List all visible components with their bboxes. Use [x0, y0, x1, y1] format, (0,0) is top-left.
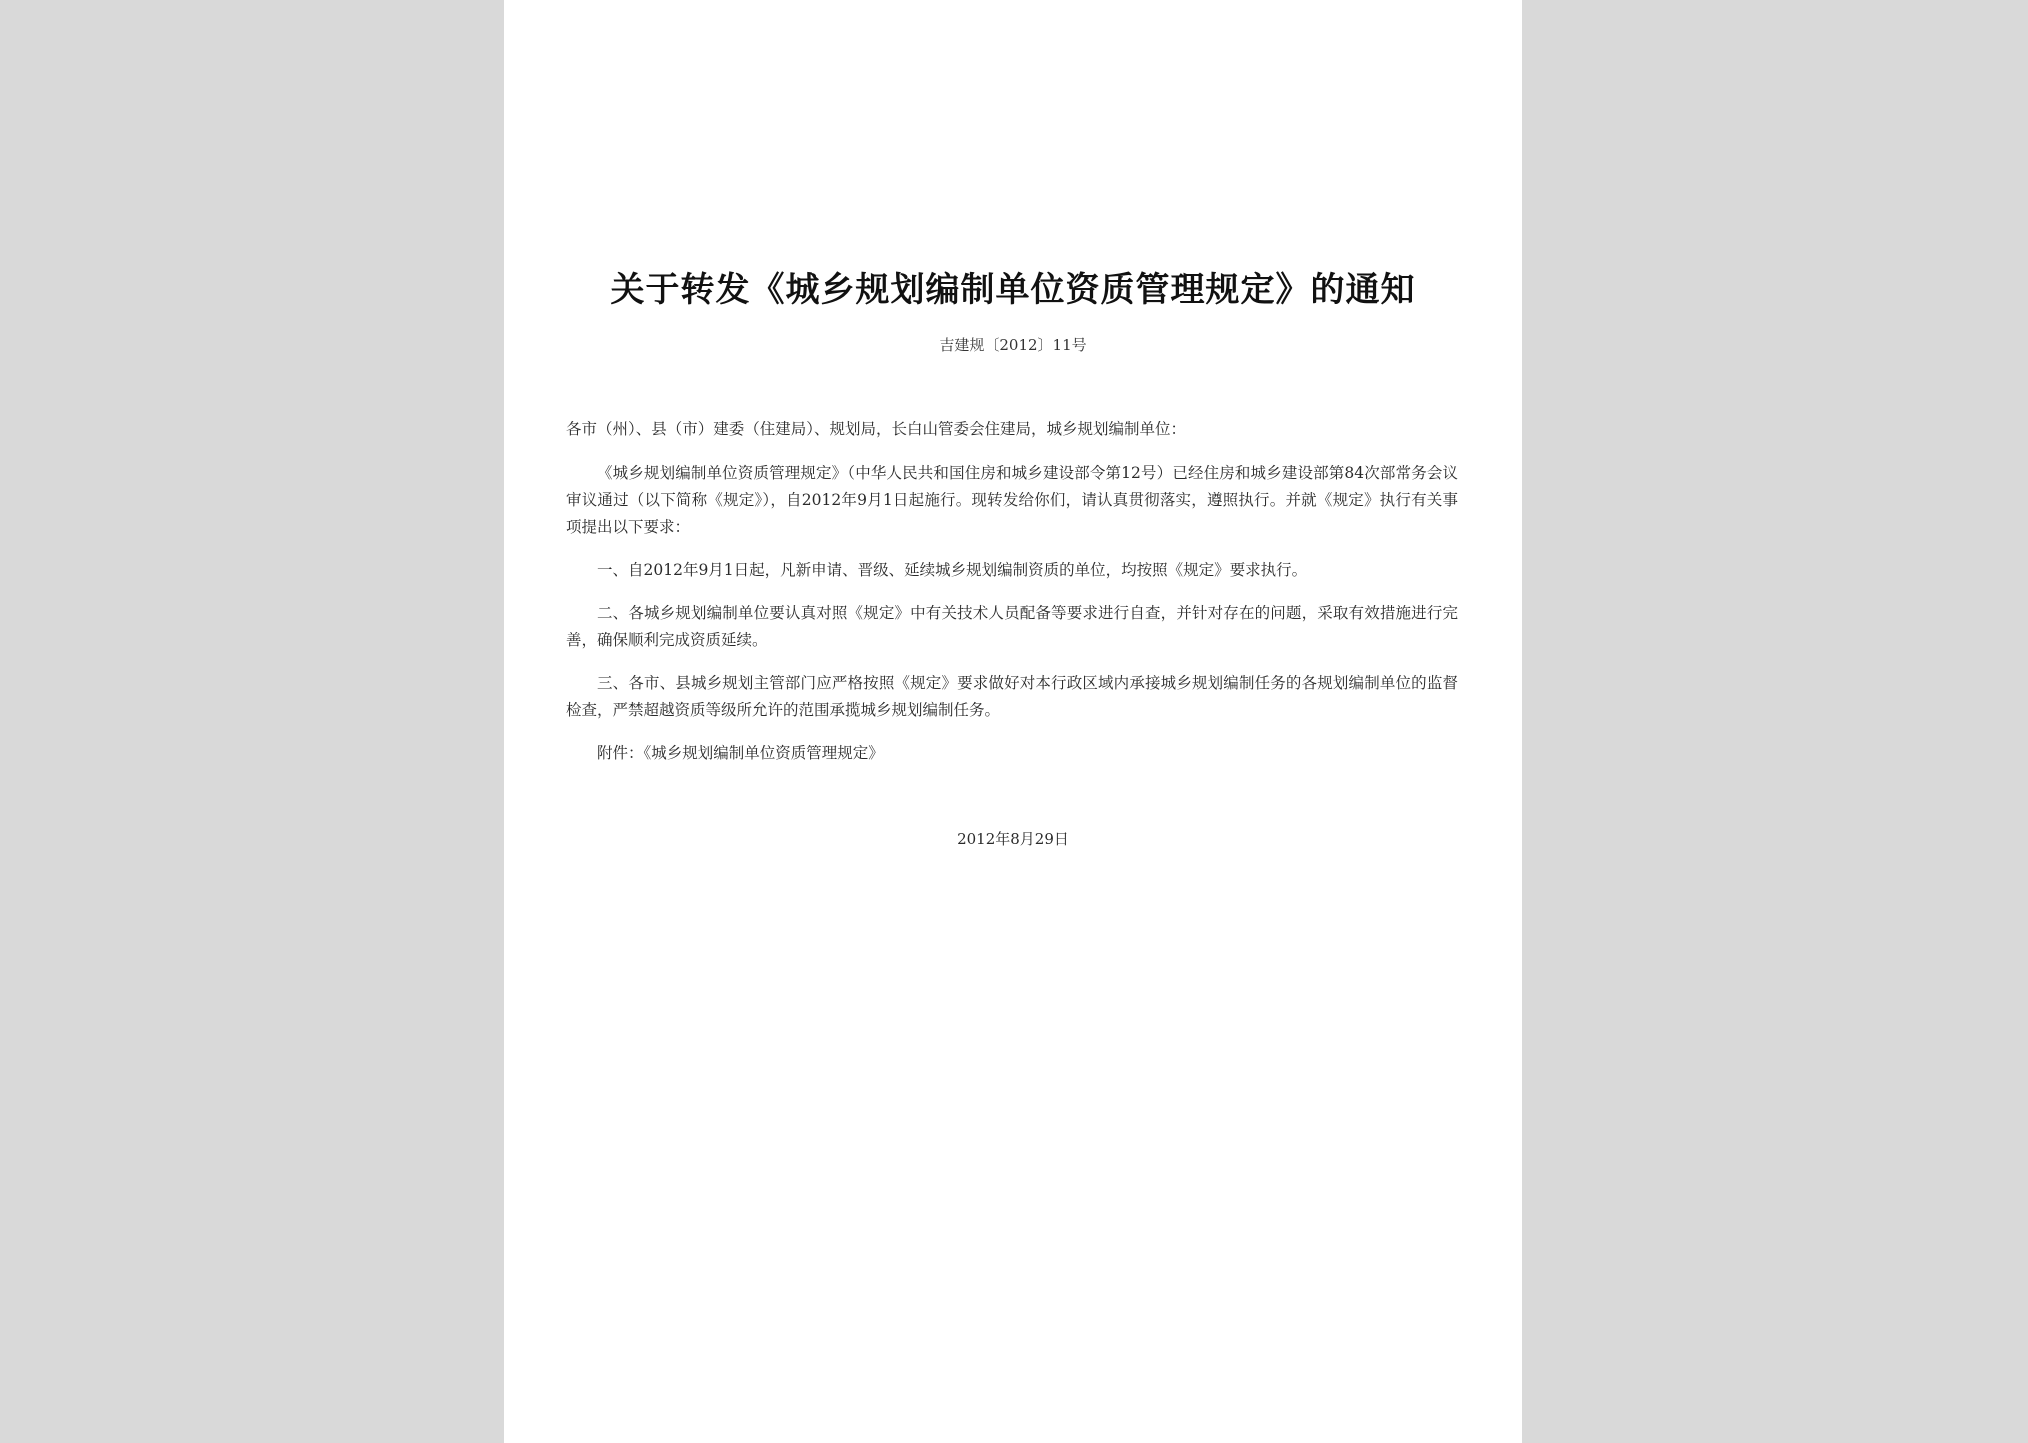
document-page — [504, 0, 1522, 1443]
document-number: 吉建规〔2012〕11号 — [939, 336, 1087, 354]
intro-paragraph: 《城乡规划编制单位资质管理规定》（中华人民共和国住房和城乡建设部令第12号）已经住房和城乡建设部第84次部常务会议审议通过（以下简称《规定》），自2012年9月1日起施行。现转发给你们，请认真贯彻落实，遵照执行。并就《规定》执行有关事项提出以下要求： — [566, 464, 1458, 536]
requirement-item-2: 二、各城乡规划编制单位要认真对照《规定》中有关技术人员配备等要求进行自查，并针对存在的问题，采取有效措施进行完善，确保顺利完成资质延续。 — [566, 604, 1458, 649]
document-date: 2012年8月29日 — [957, 830, 1069, 848]
requirement-item-3: 三、各市、县城乡规划主管部门应严格按照《规定》要求做好对本行政区域内承接城乡规划编制任务的各规划编制单位的监督检查，严禁超越资质等级所允许的范围承揽城乡规划编制任务。 — [566, 674, 1458, 719]
salutation: 各市（州）、县（市）建委（住建局）、规划局，长白山管委会住建局，城乡规划编制单位： — [566, 420, 1187, 438]
requirement-item-1: 一、自2012年9月1日起，凡新申请、晋级、延续城乡规划编制资质的单位，均按照《规定》要求执行。 — [597, 561, 1308, 579]
document-title: 关于转发《城乡规划编制单位资质管理规定》的通知 — [610, 270, 1416, 310]
attachment-line: 附件：《城乡规划编制单位资质管理规定》 — [597, 744, 884, 762]
